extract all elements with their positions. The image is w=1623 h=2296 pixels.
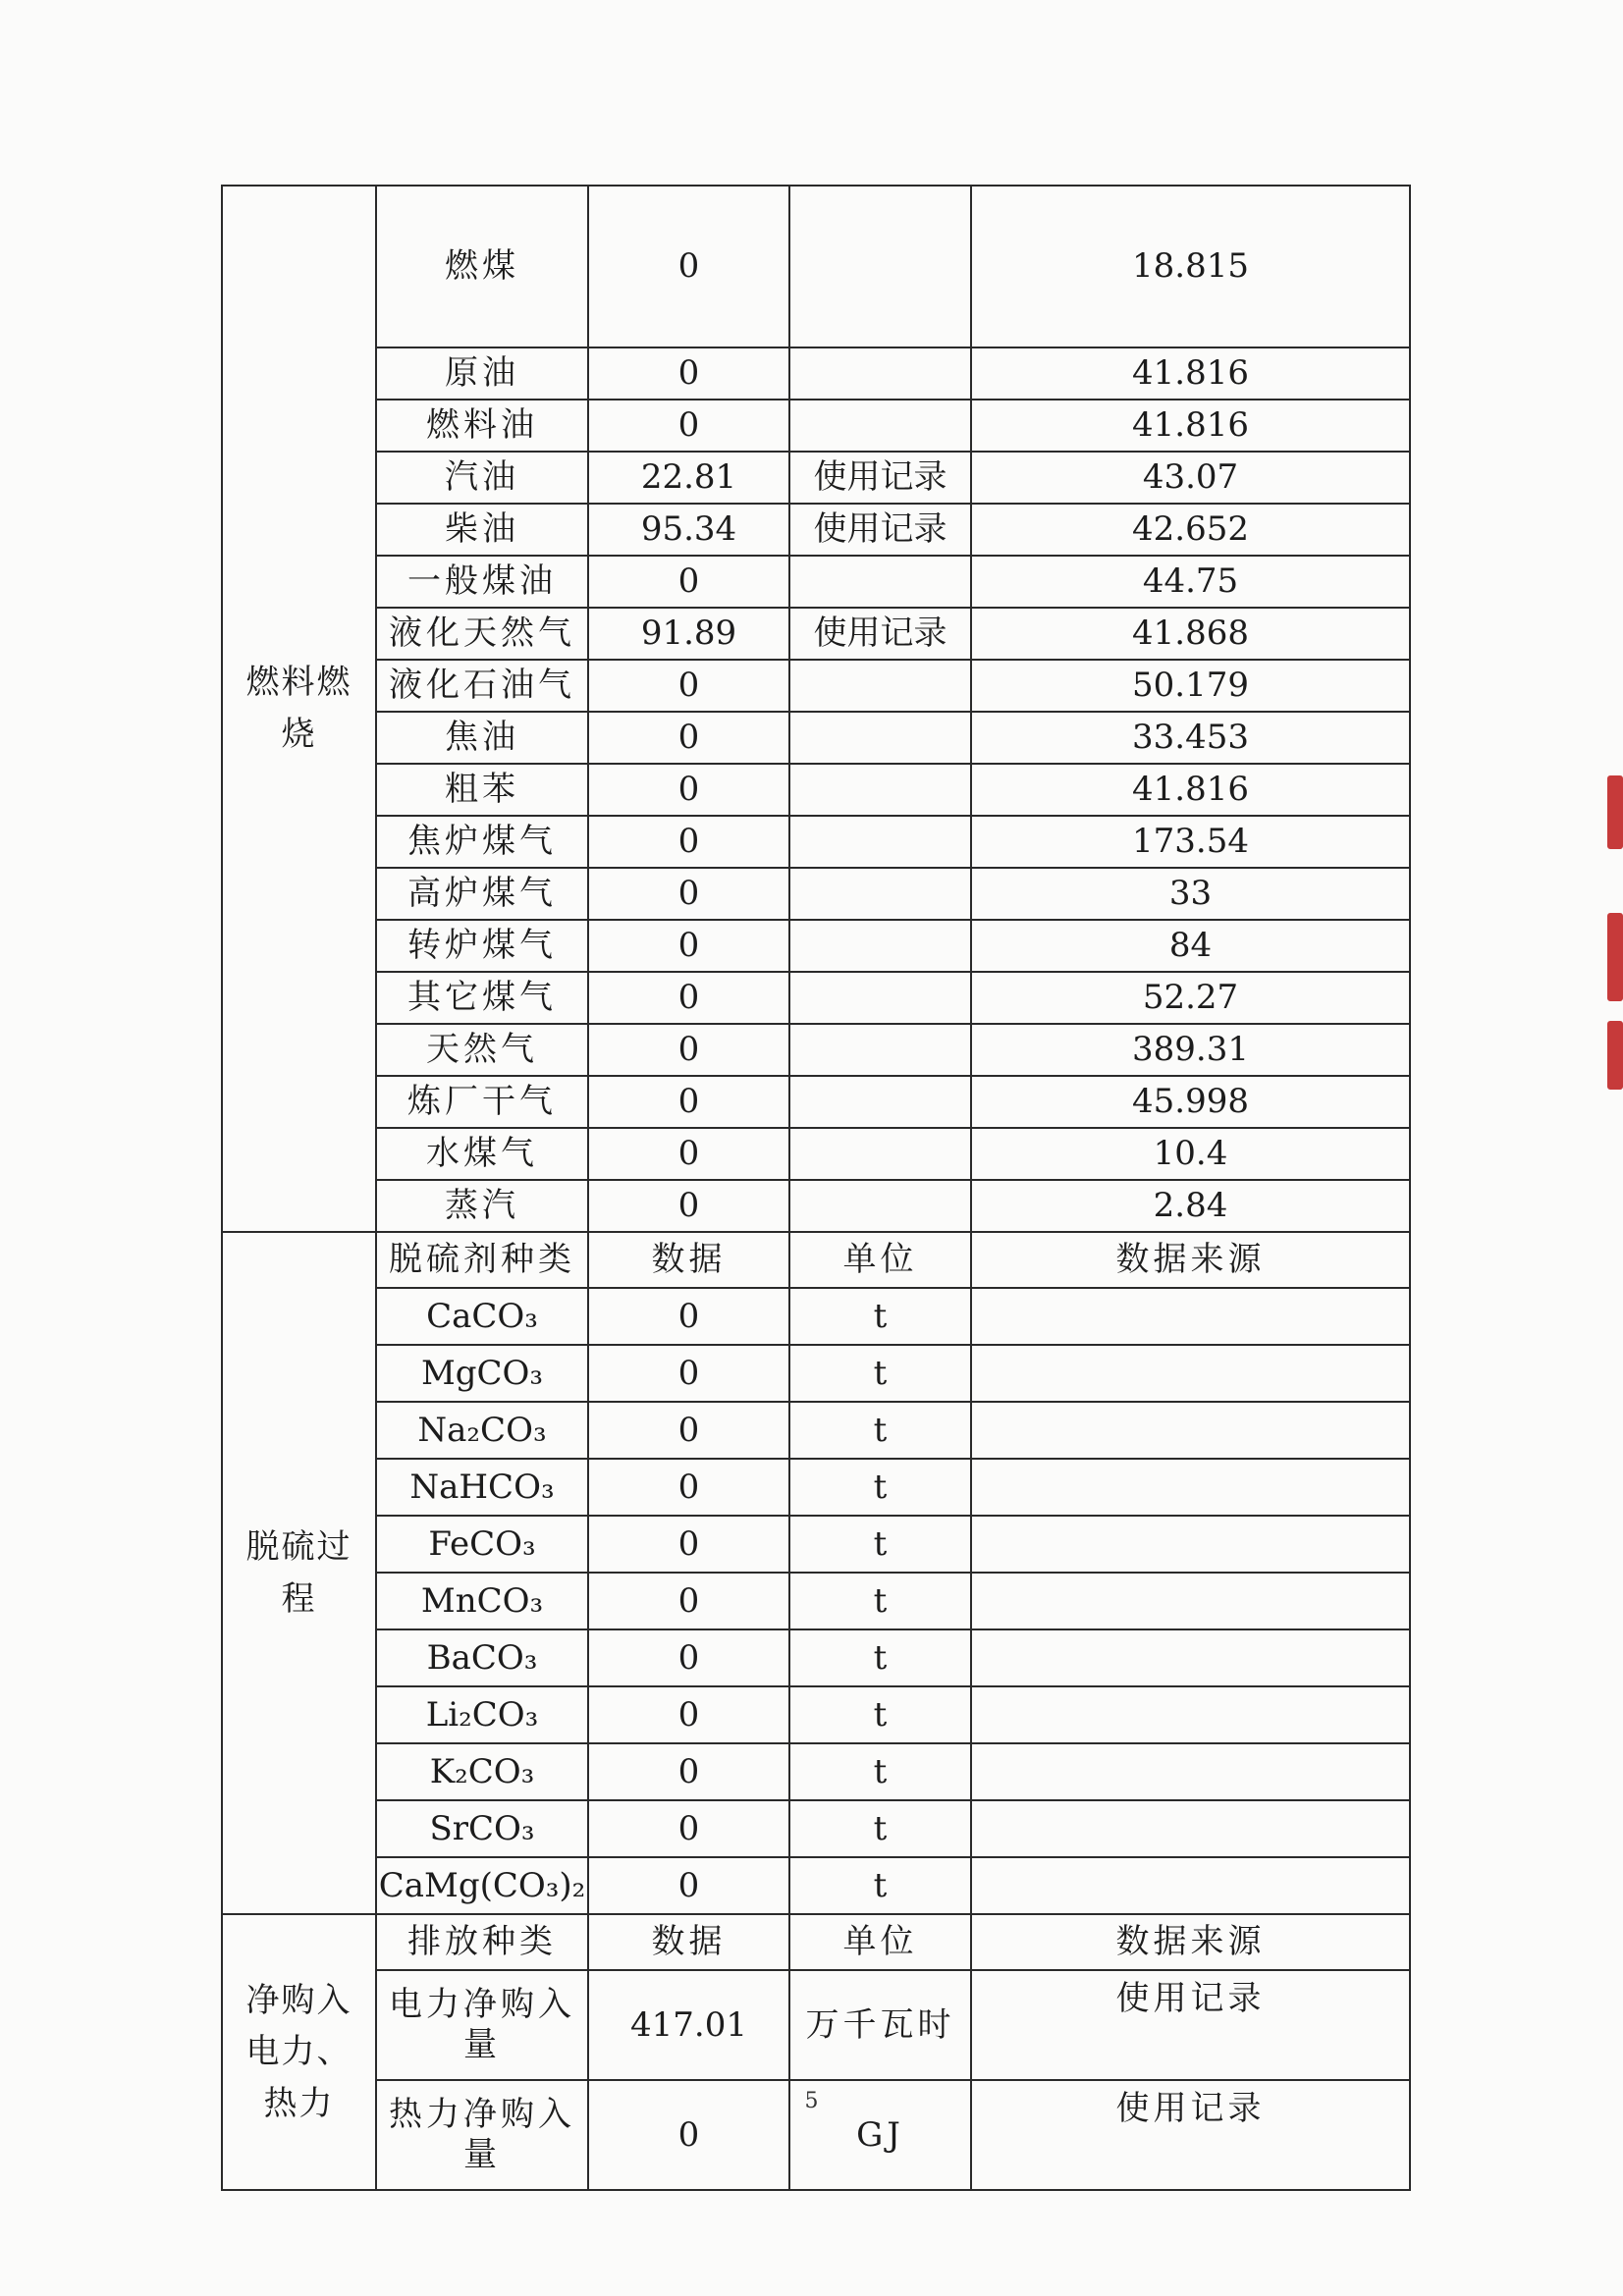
fuel-factor-a: 84 bbox=[971, 920, 1410, 972]
fuel-factor-a: 389.31 bbox=[971, 1024, 1410, 1076]
desulf-unit: t bbox=[789, 1573, 971, 1629]
column-header: 单位 bbox=[789, 1914, 971, 1970]
fuel-factor-a: 44.75 bbox=[971, 556, 1410, 608]
fuel-factor-a: 42.652 bbox=[971, 504, 1410, 556]
desulf-source bbox=[971, 1573, 1410, 1629]
fuel-unit bbox=[789, 972, 971, 1024]
fuel-row bbox=[222, 186, 1410, 347]
fuel-name: 燃料油 bbox=[376, 400, 588, 452]
desulf-unit: t bbox=[789, 1459, 971, 1516]
fuel-value: 0 bbox=[588, 712, 789, 764]
net-value: 417.01 bbox=[588, 1970, 789, 2080]
desulf-unit: t bbox=[789, 1857, 971, 1914]
desulf-row bbox=[222, 1516, 1410, 1573]
desulf-name: BaCO₃ bbox=[376, 1629, 588, 1686]
category-line: 热力 bbox=[263, 2084, 335, 2124]
desulf-source bbox=[971, 1800, 1410, 1857]
desulf-name: K₂CO₃ bbox=[376, 1743, 588, 1800]
desulf-row bbox=[222, 1629, 1410, 1686]
fuel-name: 一般煤油 bbox=[376, 556, 588, 608]
fuel-factor-a: 43.07 bbox=[971, 452, 1410, 504]
fuel-unit bbox=[789, 186, 971, 347]
fuel-unit bbox=[789, 1128, 971, 1180]
fuel-row bbox=[222, 556, 1410, 608]
desulf-unit: t bbox=[789, 1345, 971, 1402]
seal-mark bbox=[1607, 775, 1623, 849]
fuel-row bbox=[222, 452, 1410, 504]
fuel-unit bbox=[789, 1076, 971, 1128]
fuel-unit: 使用记录 bbox=[789, 452, 971, 504]
fuel-name: 原油 bbox=[376, 347, 588, 400]
fuel-factor-a: 173.54 bbox=[971, 816, 1410, 868]
net-unit: 万千瓦时 bbox=[789, 1970, 971, 2080]
desulf-unit: t bbox=[789, 1402, 971, 1459]
desulf-value: 0 bbox=[588, 1573, 789, 1629]
fuel-name: 炼厂干气 bbox=[376, 1076, 588, 1128]
fuel-row bbox=[222, 1076, 1410, 1128]
fuel-factor-a: 45.998 bbox=[971, 1076, 1410, 1128]
desulf-name: Na₂CO₃ bbox=[376, 1402, 588, 1459]
fuel-value: 0 bbox=[588, 347, 789, 400]
fuel-value: 0 bbox=[588, 868, 789, 920]
fuel-value: 0 bbox=[588, 186, 789, 347]
category-line: 脱硫过 bbox=[245, 1527, 352, 1567]
fuel-unit bbox=[789, 347, 971, 400]
fuel-name: 粗苯 bbox=[376, 764, 588, 816]
fuel-name: 天然气 bbox=[376, 1024, 588, 1076]
desulf-row bbox=[222, 1857, 1410, 1914]
desulf-unit: t bbox=[789, 1743, 971, 1800]
desulf-unit: t bbox=[789, 1288, 971, 1345]
desulf-name: Li₂CO₃ bbox=[376, 1686, 588, 1743]
fuel-row bbox=[222, 816, 1410, 868]
desulf-unit: t bbox=[789, 1800, 971, 1857]
fuel-value: 0 bbox=[588, 660, 789, 712]
fuel-row bbox=[222, 608, 1410, 660]
fuel-factor-a: 18.815 bbox=[971, 186, 1410, 347]
desulf-value: 0 bbox=[588, 1857, 789, 1914]
desulf-value: 0 bbox=[588, 1800, 789, 1857]
desulf-source bbox=[971, 1857, 1410, 1914]
column-header: 数据来源 bbox=[971, 1914, 1410, 1970]
desulf-value: 0 bbox=[588, 1345, 789, 1402]
fuel-factor-a: 33.453 bbox=[971, 712, 1410, 764]
fuel-value: 22.81 bbox=[588, 452, 789, 504]
fuel-factor-a: 10.4 bbox=[971, 1128, 1410, 1180]
fuel-value: 0 bbox=[588, 1024, 789, 1076]
fuel-row bbox=[222, 1128, 1410, 1180]
fuel-value: 0 bbox=[588, 1128, 789, 1180]
column-header: 脱硫剂种类 bbox=[376, 1232, 588, 1288]
desulf-row bbox=[222, 1573, 1410, 1629]
desulf-header-row bbox=[222, 1232, 1410, 1288]
fuel-row bbox=[222, 764, 1410, 816]
desulf-unit: t bbox=[789, 1629, 971, 1686]
desulf-category bbox=[222, 1232, 376, 1914]
fuel-unit bbox=[789, 1180, 971, 1232]
desulf-source bbox=[971, 1402, 1410, 1459]
fuel-value: 0 bbox=[588, 556, 789, 608]
net-value: 0 bbox=[588, 2080, 789, 2190]
fuel-name: 液化石油气 bbox=[376, 660, 588, 712]
desulf-name: SrCO₃ bbox=[376, 1800, 588, 1857]
fuel-factor-a: 41.816 bbox=[971, 764, 1410, 816]
desulf-value: 0 bbox=[588, 1288, 789, 1345]
desulf-source bbox=[971, 1686, 1410, 1743]
fuel-name: 其它煤气 bbox=[376, 972, 588, 1024]
fuel-factor-a: 33 bbox=[971, 868, 1410, 920]
category-line: 电力、 bbox=[245, 2032, 352, 2072]
seal-mark bbox=[1607, 913, 1623, 1001]
net-source: 使用记录 bbox=[971, 1970, 1410, 2080]
fuel-name: 液化天然气 bbox=[376, 608, 588, 660]
net-name: 热力净购入量 bbox=[376, 2080, 588, 2190]
desulf-value: 0 bbox=[588, 1743, 789, 1800]
fuel-name: 水煤气 bbox=[376, 1128, 588, 1180]
desulf-source bbox=[971, 1743, 1410, 1800]
fuel-unit bbox=[789, 816, 971, 868]
net-name: 电力净购入量 bbox=[376, 1970, 588, 2080]
fuel-category bbox=[222, 186, 376, 1232]
fuel-factor-a: 41.816 bbox=[971, 347, 1410, 400]
column-header: 单位 bbox=[789, 1232, 971, 1288]
fuel-unit bbox=[789, 556, 971, 608]
fuel-row bbox=[222, 972, 1410, 1024]
fuel-unit: 使用记录 bbox=[789, 504, 971, 556]
fuel-name: 汽油 bbox=[376, 452, 588, 504]
desulf-name: FeCO₃ bbox=[376, 1516, 588, 1573]
fuel-name: 柴油 bbox=[376, 504, 588, 556]
desulf-unit: t bbox=[789, 1516, 971, 1573]
desulf-name: CaMg(CO₃)₂ bbox=[376, 1857, 588, 1914]
desulf-name: MnCO₃ bbox=[376, 1573, 588, 1629]
page-number: 5 bbox=[804, 2089, 819, 2113]
fuel-value: 95.34 bbox=[588, 504, 789, 556]
desulf-row bbox=[222, 1345, 1410, 1402]
desulf-row bbox=[222, 1402, 1410, 1459]
fuel-name: 燃煤 bbox=[376, 186, 588, 347]
fuel-row bbox=[222, 868, 1410, 920]
seal-mark bbox=[1607, 1021, 1623, 1090]
fuel-row bbox=[222, 400, 1410, 452]
fuel-factor-a: 2.84 bbox=[971, 1180, 1410, 1232]
fuel-value: 0 bbox=[588, 400, 789, 452]
desulf-value: 0 bbox=[588, 1686, 789, 1743]
category-line: 净购入 bbox=[245, 1980, 352, 2020]
column-header: 数据 bbox=[588, 1232, 789, 1288]
desulf-unit: t bbox=[789, 1686, 971, 1743]
desulf-row bbox=[222, 1686, 1410, 1743]
fuel-value: 0 bbox=[588, 920, 789, 972]
desulf-name: NaHCO₃ bbox=[376, 1459, 588, 1516]
desulf-source bbox=[971, 1629, 1410, 1686]
desulf-source bbox=[971, 1516, 1410, 1573]
fuel-row bbox=[222, 1024, 1410, 1076]
desulf-row bbox=[222, 1288, 1410, 1345]
fuel-row bbox=[222, 504, 1410, 556]
fuel-factor-a: 50.179 bbox=[971, 660, 1410, 712]
desulf-row bbox=[222, 1459, 1410, 1516]
fuel-value: 0 bbox=[588, 816, 789, 868]
fuel-unit bbox=[789, 920, 971, 972]
fuel-factor-a: 41.868 bbox=[971, 608, 1410, 660]
column-header: 数据 bbox=[588, 1914, 789, 1970]
desulf-value: 0 bbox=[588, 1402, 789, 1459]
desulf-row bbox=[222, 1800, 1410, 1857]
category-line: 燃料燃 bbox=[245, 663, 352, 703]
fuel-unit bbox=[789, 1024, 971, 1076]
fuel-unit: 使用记录 bbox=[789, 608, 971, 660]
fuel-row bbox=[222, 712, 1410, 764]
fuel-row bbox=[222, 347, 1410, 400]
net-category bbox=[222, 1914, 376, 2190]
fuel-unit bbox=[789, 868, 971, 920]
emissions-data-table bbox=[221, 185, 1411, 2191]
fuel-name: 转炉煤气 bbox=[376, 920, 588, 972]
category-line: 烧 bbox=[281, 715, 317, 755]
fuel-row bbox=[222, 920, 1410, 972]
desulf-source bbox=[971, 1345, 1410, 1402]
desulf-value: 0 bbox=[588, 1629, 789, 1686]
fuel-row bbox=[222, 660, 1410, 712]
fuel-value: 0 bbox=[588, 764, 789, 816]
fuel-unit bbox=[789, 764, 971, 816]
column-header: 排放种类 bbox=[376, 1914, 588, 1970]
desulf-source bbox=[971, 1459, 1410, 1516]
fuel-value: 0 bbox=[588, 1076, 789, 1128]
fuel-value: 0 bbox=[588, 1180, 789, 1232]
fuel-value: 91.89 bbox=[588, 608, 789, 660]
fuel-factor-a: 52.27 bbox=[971, 972, 1410, 1024]
fuel-unit bbox=[789, 712, 971, 764]
net-source: 使用记录 bbox=[971, 2080, 1410, 2190]
fuel-name: 高炉煤气 bbox=[376, 868, 588, 920]
fuel-row bbox=[222, 1180, 1410, 1232]
column-header: 数据来源 bbox=[971, 1232, 1410, 1288]
category-line: 程 bbox=[281, 1578, 317, 1619]
desulf-name: MgCO₃ bbox=[376, 1345, 588, 1402]
fuel-factor-a: 41.816 bbox=[971, 400, 1410, 452]
desulf-value: 0 bbox=[588, 1459, 789, 1516]
net-row bbox=[222, 1970, 1410, 2080]
net-unit: GJ bbox=[789, 2080, 971, 2190]
desulf-source bbox=[971, 1288, 1410, 1345]
table-body bbox=[222, 186, 1410, 2190]
desulf-name: CaCO₃ bbox=[376, 1288, 588, 1345]
fuel-name: 蒸汽 bbox=[376, 1180, 588, 1232]
desulf-row bbox=[222, 1743, 1410, 1800]
desulf-value: 0 bbox=[588, 1516, 789, 1573]
net-header-row bbox=[222, 1914, 1410, 1970]
fuel-name: 焦油 bbox=[376, 712, 588, 764]
fuel-value: 0 bbox=[588, 972, 789, 1024]
fuel-unit bbox=[789, 660, 971, 712]
fuel-unit bbox=[789, 400, 971, 452]
fuel-name: 焦炉煤气 bbox=[376, 816, 588, 868]
